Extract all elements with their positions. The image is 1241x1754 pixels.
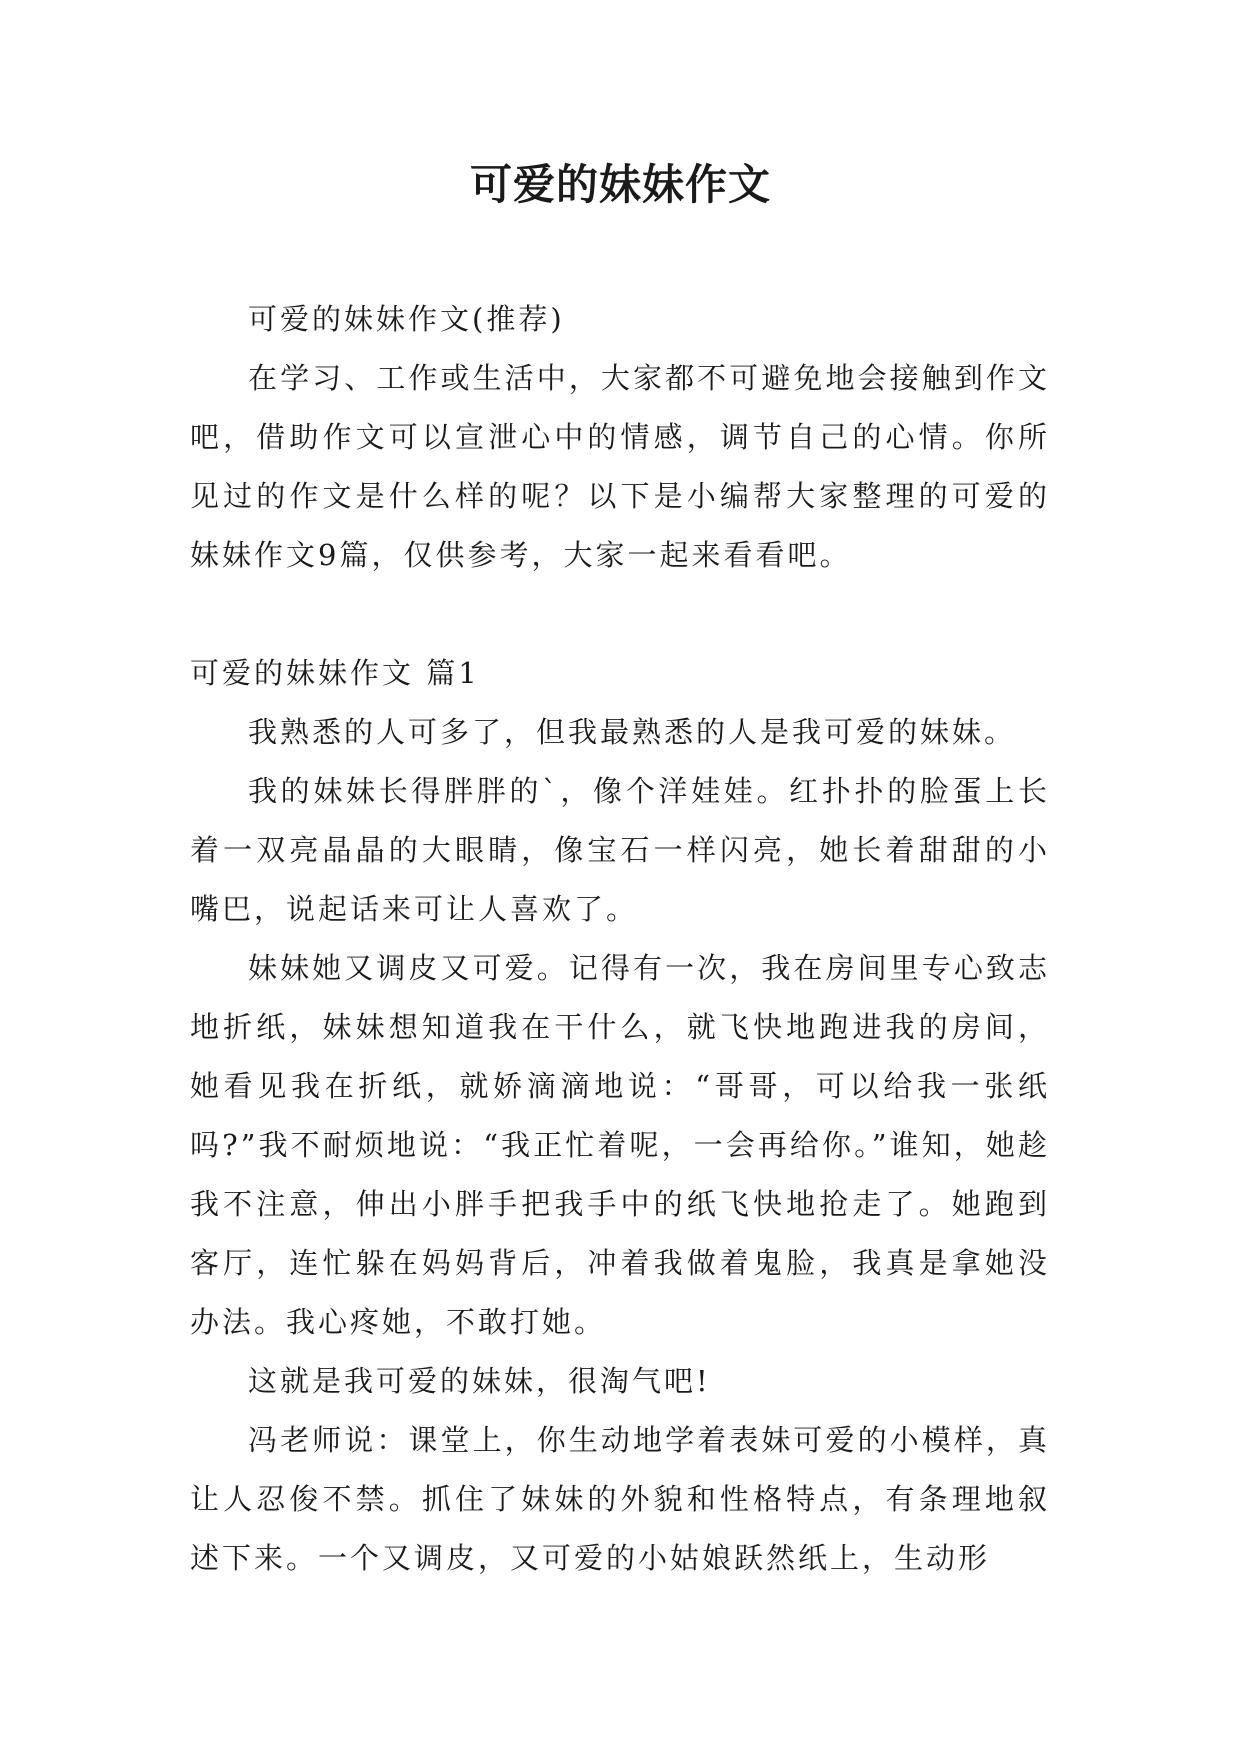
paragraph: 我熟悉的人可多了，但我最熟悉的人是我可爱的妹妹。 (248, 715, 1017, 749)
section-heading: 可爱的妹妹作文 篇1 (190, 656, 480, 690)
paragraph: 这就是我可爱的妹妹，很淘气吧! (248, 1364, 711, 1398)
document-body (190, 290, 1050, 1588)
intro-paragraph: 在学习、工作或生活中，大家都不可避免地会接触到作文吧，借助作文可以宣泄心中的情感，调节自己的心情。你所见过的作文是什么样的呢？以下是小编帮大家整理的可爱的妹妹作文9篇，仅供参考，大家一起来看看吧。 (190, 361, 1050, 572)
paragraph: 妹妹她又调皮又可爱。记得有一次，我在房间里专心致志地折纸，妹妹想知道我在干什么，就飞快地跑进我的房间，她看见我在折纸，就娇滴滴地说：“哥哥，可以给我一张纸吗?”我不耐烦地说：“我正忙着呢，一会再给你。”谁知，她趁我不注意，伸出小胖手把我手中的纸飞快地抢走了。她跑到客厅，连忙躲在妈妈背后，冲着我做着鬼脸，我真是拿她没办法。我心疼她，不敢打她。 (190, 951, 1050, 1339)
paragraph: 我的妹妹长得胖胖的`，像个洋娃娃。红扑扑的脸蛋上长着一双亮晶晶的大眼睛，像宝石一样闪亮，她长着甜甜的小嘴巴，说起话来可让人喜欢了。 (190, 774, 1050, 926)
subtitle: 可爱的妹妹作文(推荐) (248, 302, 565, 336)
paragraph: 冯老师说：课堂上，你生动地学着表妹可爱的小模样，真让人忍俊不禁。抓住了妹妹的外貌和性格特点，有条理地叙述下来。一个又调皮，又可爱的小姑娘跃然纸上，生动形 (190, 1423, 1050, 1575)
section-gap (190, 585, 1050, 644)
document-title: 可爱的妹妹作文 (469, 160, 771, 209)
